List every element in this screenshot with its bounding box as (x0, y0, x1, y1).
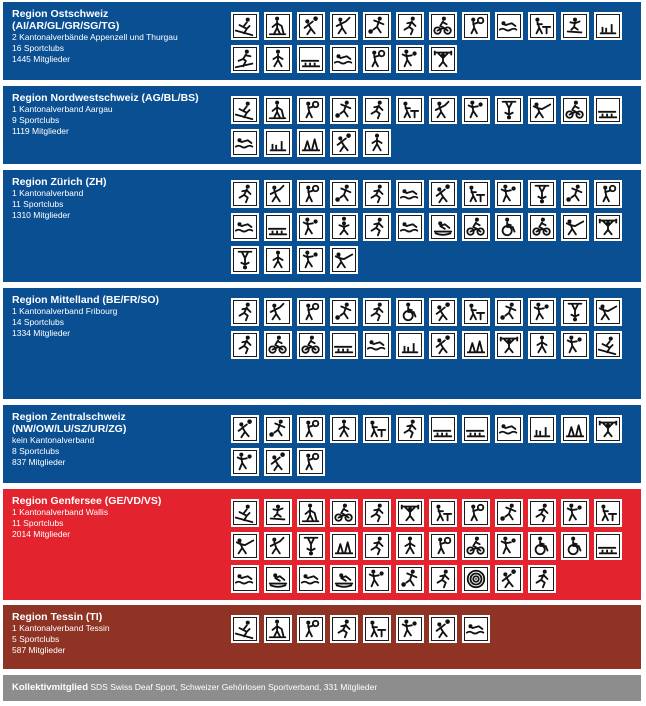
hiking-icon (264, 246, 292, 274)
tennis-icon (297, 298, 325, 326)
region-info (12, 495, 232, 540)
cycling-icon (429, 12, 457, 40)
region-info (12, 294, 232, 339)
region-line: 11 Sportclubs (12, 199, 64, 209)
region-panel-nordwestschweiz (3, 86, 641, 164)
bowling-pins-icon (462, 415, 490, 443)
volleyball-icon (429, 331, 457, 359)
cycling-icon (264, 331, 292, 359)
sport-icon-grid (231, 499, 639, 593)
sport-icon-grid (231, 12, 639, 73)
handball-icon (495, 532, 523, 560)
region-line: 2014 Mitglieder (12, 529, 71, 539)
wheelchair-icon (495, 213, 523, 241)
swimming-icon (495, 12, 523, 40)
rowing-icon (429, 213, 457, 241)
chess-icon (330, 532, 358, 560)
table-tennis-icon (528, 12, 556, 40)
cycling-icon (462, 213, 490, 241)
bowling-pins-icon (264, 213, 292, 241)
gymnastics-icon (231, 246, 259, 274)
handball-icon (561, 499, 589, 527)
ski-touring-icon (231, 45, 259, 73)
skiing-icon (231, 499, 259, 527)
region-info (12, 411, 232, 468)
football-icon (495, 499, 523, 527)
bowling-icon (396, 331, 424, 359)
region-line: 16 Sportclubs (12, 43, 64, 53)
volleyball-icon (330, 129, 358, 157)
wheelchair-icon (561, 532, 589, 560)
fencing-icon (561, 213, 589, 241)
running-icon (363, 213, 391, 241)
tennis-icon (297, 448, 325, 476)
region-info (12, 92, 232, 137)
weightlifting-icon (594, 213, 622, 241)
region-line: 1 Kantonalverband Tessin (12, 623, 110, 633)
rowing-icon (330, 565, 358, 593)
region-panel-genfersee (3, 489, 641, 600)
region-title: Region Ostschweiz (AI/AR/GL/GR/SG/TG) (12, 8, 120, 32)
cycling-icon (561, 96, 589, 124)
region-panel-mittelland (3, 288, 641, 399)
snowboard-icon (264, 499, 292, 527)
region-title: Region Mittelland (BE/FR/SO) (12, 294, 159, 306)
cycling-icon (297, 331, 325, 359)
swimming-icon (396, 180, 424, 208)
hiking-icon (330, 415, 358, 443)
region-title: Region Genfersee (GE/VD/VS) (12, 495, 162, 507)
gymnastics-icon (495, 96, 523, 124)
bowling-icon (264, 129, 292, 157)
region-line: 8 Sportclubs (12, 446, 60, 456)
bowling-pins-icon (594, 96, 622, 124)
footer-panel (3, 675, 641, 701)
region-panel-ostschweiz (3, 2, 641, 80)
handball-icon (495, 180, 523, 208)
region-line: 2 Kantonalverbände Appenzell und Thurgau (12, 32, 178, 42)
swimming-icon (495, 415, 523, 443)
sport-icon-grid (231, 615, 639, 643)
tennis-icon (297, 615, 325, 643)
swimming-icon (231, 129, 259, 157)
football-icon (330, 180, 358, 208)
sport-icon-grid (231, 415, 639, 476)
cross-country-skiing-icon (264, 615, 292, 643)
skiing-icon (231, 615, 259, 643)
handball-icon (462, 96, 490, 124)
running-icon (231, 180, 259, 208)
running-icon (363, 96, 391, 124)
chess-icon (462, 331, 490, 359)
tennis-icon (462, 499, 490, 527)
swimming-icon (297, 565, 325, 593)
chess-icon (297, 129, 325, 157)
volleyball-icon (495, 565, 523, 593)
region-title: Region Zürich (ZH) (12, 176, 107, 188)
skiing-icon (231, 96, 259, 124)
sport-icon-grid (231, 298, 639, 359)
running-icon (528, 565, 556, 593)
fencing-icon (231, 532, 259, 560)
handball-icon (396, 45, 424, 73)
volleyball-icon (429, 298, 457, 326)
bowling-pins-icon (330, 331, 358, 359)
badminton-icon (264, 532, 292, 560)
swimming-icon (363, 331, 391, 359)
region-line: 9 Sportclubs (12, 115, 60, 125)
gymnastics-icon (528, 180, 556, 208)
sport-icon-grid (231, 180, 639, 274)
handball-icon (396, 615, 424, 643)
region-line: 1310 Mitglieder (12, 210, 71, 220)
region-info (12, 8, 232, 65)
skiing-icon (594, 331, 622, 359)
badminton-icon (264, 298, 292, 326)
swimming-icon (231, 213, 259, 241)
table-tennis-icon (429, 499, 457, 527)
tennis-icon (462, 12, 490, 40)
wheelchair-icon (396, 298, 424, 326)
region-line: 14 Sportclubs (12, 317, 64, 327)
hiking-icon (264, 45, 292, 73)
skiing-icon (231, 12, 259, 40)
weightlifting-icon (594, 415, 622, 443)
fencing-icon (594, 298, 622, 326)
sport-icon-grid (231, 96, 639, 157)
region-line: 837 Mitglieder (12, 457, 66, 467)
badminton-icon (330, 12, 358, 40)
region-line: 587 Mitglieder (12, 645, 66, 655)
region-info (12, 611, 232, 656)
collective-member-text (12, 682, 377, 693)
table-tennis-icon (462, 298, 490, 326)
wheelchair-icon (528, 532, 556, 560)
running-icon (363, 180, 391, 208)
cross-country-skiing-icon (264, 12, 292, 40)
handball-icon (528, 298, 556, 326)
volleyball-icon (429, 180, 457, 208)
running-icon (231, 331, 259, 359)
target-icon (462, 565, 490, 593)
cross-country-skiing-icon (264, 96, 292, 124)
collective-member-label: Kollektivmitglied (12, 682, 89, 693)
handball-icon (297, 246, 325, 274)
football-icon (396, 565, 424, 593)
tennis-icon (297, 96, 325, 124)
table-tennis-icon (363, 415, 391, 443)
football-icon (495, 298, 523, 326)
cycling-icon (528, 213, 556, 241)
region-title: Region Zentralschweiz (NW/OW/LU/SZ/UR/ZG) (12, 411, 127, 435)
football-icon (330, 96, 358, 124)
volleyball-icon (264, 448, 292, 476)
bowling-pins-icon (429, 415, 457, 443)
swimming-icon (231, 565, 259, 593)
table-tennis-icon (396, 96, 424, 124)
region-line: 1334 Mitglieder (12, 328, 71, 338)
volleyball-icon (231, 415, 259, 443)
region-panel-zuerich (3, 170, 641, 282)
running-icon (396, 12, 424, 40)
hiking-icon (528, 331, 556, 359)
swimming-icon (462, 615, 490, 643)
region-title: Region Nordwestschweiz (AG/BL/BS) (12, 92, 199, 104)
region-title: Region Tessin (TI) (12, 611, 103, 623)
handball-icon (561, 331, 589, 359)
region-line: 11 Sportclubs (12, 518, 64, 528)
tennis-icon (297, 415, 325, 443)
rowing-icon (264, 565, 292, 593)
weightlifting-icon (495, 331, 523, 359)
bowling-icon (594, 12, 622, 40)
swimming-icon (396, 213, 424, 241)
badminton-icon (429, 96, 457, 124)
handball-icon (297, 213, 325, 241)
region-line: 1119 Mitglieder (12, 126, 69, 136)
chess-icon (561, 415, 589, 443)
swimming-icon (330, 45, 358, 73)
running-icon (363, 298, 391, 326)
tennis-icon (297, 180, 325, 208)
tennis-icon (594, 180, 622, 208)
handball-icon (231, 448, 259, 476)
football-icon (363, 12, 391, 40)
weightlifting-icon (429, 45, 457, 73)
snowboard-icon (561, 12, 589, 40)
football-icon (264, 415, 292, 443)
bowling-icon (528, 415, 556, 443)
cross-country-skiing-icon (297, 499, 325, 527)
bowling-pins-icon (594, 532, 622, 560)
weightlifting-icon (396, 499, 424, 527)
region-line: 1 Kantonalverband (12, 188, 84, 198)
running-icon (429, 565, 457, 593)
running-icon (396, 415, 424, 443)
volleyball-icon (297, 12, 325, 40)
tennis-icon (429, 532, 457, 560)
table-tennis-icon (594, 499, 622, 527)
hiking-icon (396, 532, 424, 560)
region-info (12, 176, 232, 221)
region-panel-tessin (3, 605, 641, 669)
fencing-icon (528, 96, 556, 124)
gymnastics-icon (561, 298, 589, 326)
region-line: kein Kantonalverband (12, 435, 95, 445)
hiking-icon (363, 129, 391, 157)
collective-member-detail: SDS Swiss Deaf Sport, Schweizer Gehörlosen Sportverband, 331 Mitglieder (88, 682, 378, 692)
cycling-icon (462, 532, 490, 560)
basketball-icon (330, 213, 358, 241)
region-line: 1 Kantonalverband Aargau (12, 104, 113, 114)
running-icon (363, 532, 391, 560)
running-icon (363, 499, 391, 527)
gymnastics-icon (297, 532, 325, 560)
football-icon (330, 298, 358, 326)
region-panel-zentralschweiz (3, 405, 641, 483)
volleyball-icon (429, 615, 457, 643)
running-icon (330, 615, 358, 643)
table-tennis-icon (363, 615, 391, 643)
handball-icon (363, 565, 391, 593)
running-icon (231, 298, 259, 326)
running-icon (528, 499, 556, 527)
football-icon (561, 180, 589, 208)
bowling-pins-icon (297, 45, 325, 73)
region-line: 5 Sportclubs (12, 634, 60, 644)
table-tennis-icon (462, 180, 490, 208)
region-line: 1 Kantonalverband Wallis (12, 507, 109, 517)
tennis-icon (363, 45, 391, 73)
cycling-icon (330, 499, 358, 527)
region-line: 1445 Mitglieder (12, 54, 71, 64)
region-line: 1 Kantonalverband Fribourg (12, 306, 118, 316)
badminton-icon (264, 180, 292, 208)
fencing-icon (330, 246, 358, 274)
